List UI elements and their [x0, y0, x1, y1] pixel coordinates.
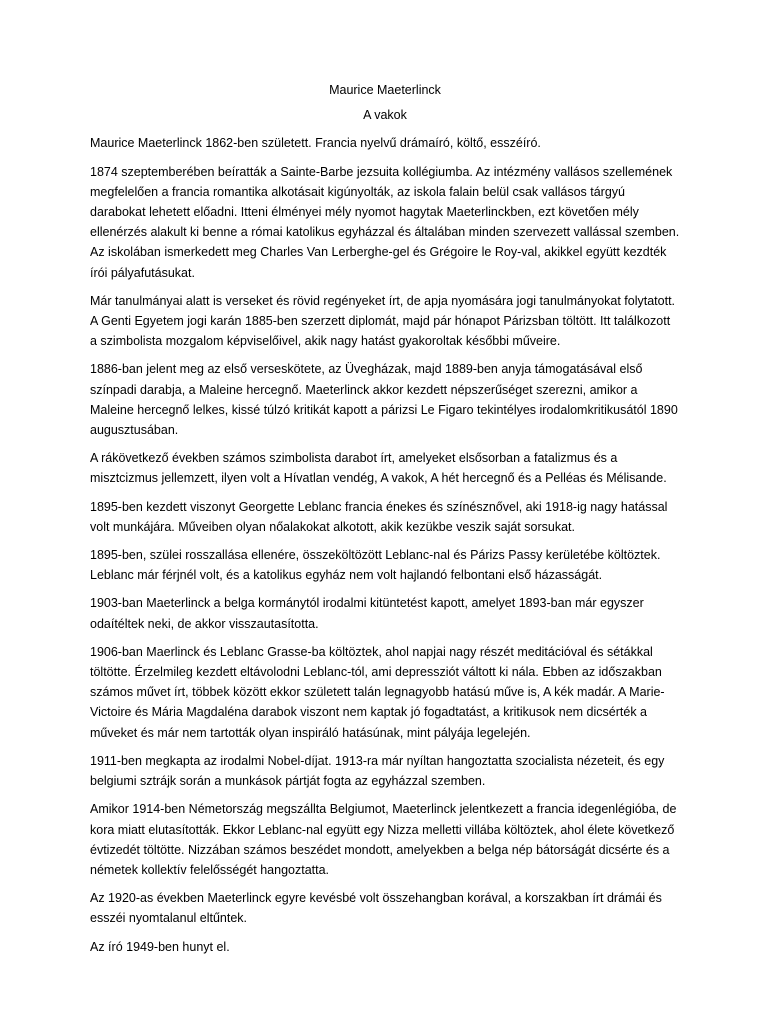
paragraph-death: Az író 1949-ben hunyt el. — [90, 939, 230, 954]
paragraph-nobel: 1911-ben megkapta az irodalmi Nobel-díjat. 1913-ra már nyíltan hangoztatta szocialista nézeteit, és egy belgiumi sztrájk során a munkások pártját fogta az egyházzal szemben. — [90, 753, 665, 789]
paragraph-award: 1903-ban Maeterlinck a belga kormánytól irodalmi kitüntetést kapott, amelyet 1893-ban már egyszer odaítéltek neki, de akkor visszautasította. — [90, 596, 644, 631]
paragraph-war: Amikor 1914-ben Németország megszállta Belgiumot, Maeterlinck jelentkezett a francia idegenlégióba, de kora miatt elutasították. Ekkor Leblanc-nal együtt egy Nizza melletti villába költöztek, ahol élete következő évtizedét töltötte. Nizzában számos beszédet mondott, amelyekben a belga nép bátorságát dicsérte és a németek kollektív felelősségét hangoztatta. — [90, 802, 677, 877]
paragraph-intro: Maurice Maeterlinck 1862-ben született. Francia nyelvű drámaíró, költő, esszéíró. — [90, 136, 541, 151]
paragraph-studies: Már tanulmányai alatt is verseket és rövid regényeket írt, de apja nyomására jogi tanulmányokat folytatott. A Genti Egyetem jogi karán 1885-ben szerzett diplomát, majd pár hónapot Párizsban töltött. Itt találkozott a szimbolista mozgalom képviselőivel, akik nagy hatást gyakoroltak későbbi műveire. — [90, 293, 676, 349]
document-title: Maurice Maeterlinck — [329, 83, 441, 97]
paragraph-grasse: 1906-ban Maerlinck és Leblanc Grasse-ba költöztek, ahol napjai nagy részét meditációval és sétákkal töltötte. Érzelmileg kezdett eltávolodni Leblanc-tól, ami depressziót váltott ki nála. Ebben az időszakban számos művet írt, többek között ekkor született talán legnagyobb hatású műve is, A kék madár. A Marie-Victoire és Mária Magdaléna darabok viszont nem kaptak jó fogadtatást, a kritikusok nem dicsérték a műveket és már nem tartották olyan inspiráló hatásúnak, mint pályája legelején. — [90, 644, 665, 740]
paragraph-first-works: 1886-ban jelent meg az első verseskötete, az Üvegházak, majd 1889-ben anyja támogatásával első színpadi darabja, a Maleine hercegnő. Maeterlinck akkor kezdett népszerűséget szerezni, amikor a Maleine hercegnő lelkes, kissé túlzó kritikát kapott a párizsi Le Figaro tekintélyes irodalomkritikusától 1890 augusztusában. — [90, 362, 678, 438]
document-page — [90, 80, 680, 965]
paragraph-1920s: Az 1920-as években Maeterlinck egyre kevésbé volt összehangban korával, a korszakban írt drámái és esszéi nyomtalanul eltűntek. — [90, 891, 662, 926]
document-subtitle: A vakok — [363, 108, 407, 123]
paragraph-symbolist-plays: A rákövetkező években számos szimbolista darabot írt, amelyeket elsősorban a fatalizmus és a misztcizmus jellemzett, ilyen volt a Hívatlan vendég, A vakok, A hét hercegnő és a Pelléas és Mélisande. — [90, 451, 667, 486]
paragraph-passy: 1895-ben, szülei rosszallása ellenére, összeköltözött Leblanc-nal és Párizs Passy kerületébe költöztek. Leblanc már férjnél volt, és a katolikus egyház nem volt hajlandó felbontani első házasságát. — [90, 548, 661, 583]
paragraph-leblanc: 1895-ben kezdett viszonyt Georgette Leblanc francia énekes és színésznővel, aki 1918-ig nagy hatással volt munkájára. Műveiben olyan nőalakokat alkotott, akik kezükbe veszik saját sorsukat. — [90, 499, 668, 534]
paragraph-school: 1874 szeptemberében beíratták a Sainte-Barbe jezsuita kollégiumba. Az intézmény vallásos szellemének megfelelően a francia romantika alkotásait kigúnyolták, az iskola falain belül csak vallásos tárgyú darabokat lehetett előadni. Itteni élményei mély nyomot hagytak Maeterlinckben, ezt követően mély ellenérzés alakult ki benne a római katolikus egyházzal és általában minden szervezett vallással szemben. Az iskolában ismerkedett meg Charles Van Lerberghe-gel és Grégoire le Roy-val, akikkel együtt kezdték írói pályafutásukat. — [90, 164, 680, 280]
